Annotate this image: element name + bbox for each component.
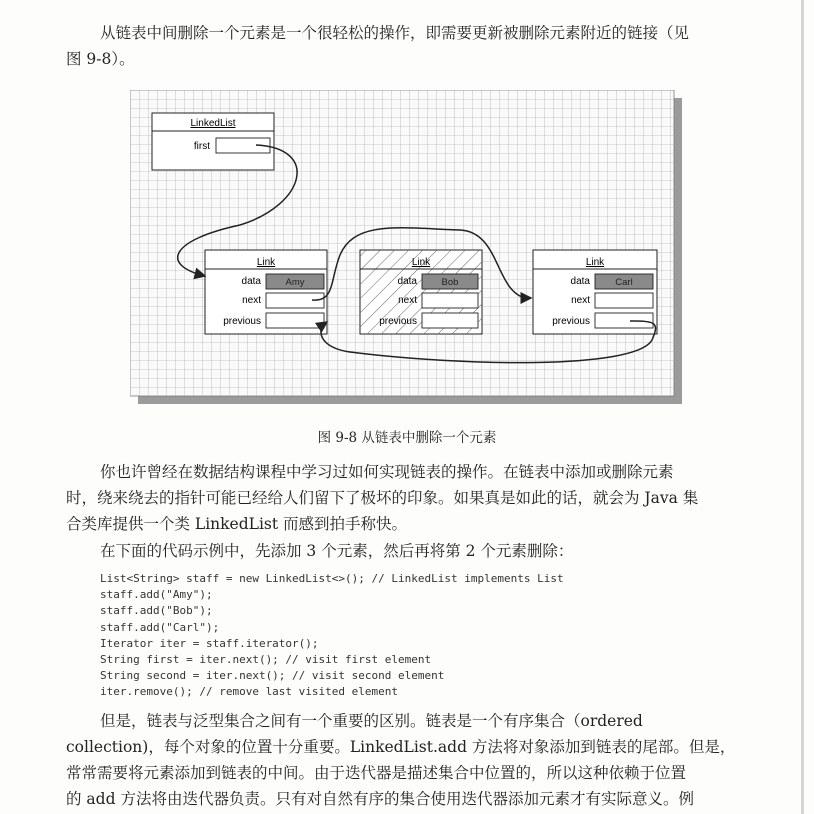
code-line: staff.add("Bob");: [100, 604, 213, 618]
node-title: Link: [256, 257, 276, 268]
next-field-label: next: [398, 295, 417, 306]
text-line: 合类库提供一个类 LinkedList 而感到拍手称快。: [66, 515, 408, 533]
body-paragraph-2: [66, 538, 748, 564]
previous-field-label: previous: [379, 316, 417, 327]
intro-paragraph: [66, 20, 748, 72]
text-line: 你也许曾经在数据结构课程中学习过如何实现链表的操作。在链表中添加或删除元素: [100, 463, 674, 481]
next-field-label: next: [242, 295, 261, 306]
text-line: 从链表中间删除一个元素是一个很轻松的操作，即需要更新被删除元素附近的链接（见: [100, 24, 690, 42]
data-field-label: data: [241, 276, 261, 287]
code-line: staff.add("Amy");: [100, 588, 213, 602]
code-line: staff.add("Carl");: [100, 620, 220, 634]
text-line: 常常需要将元素添加到链表的中间。由于迭代器是描述集合中位置的，所以这种依赖于位置: [66, 764, 687, 782]
code-line: String first = iter.next(); // visit first element: [100, 653, 432, 667]
link-node-amy: [205, 250, 327, 334]
data-value: Carl: [615, 277, 633, 288]
page-edge: [801, 0, 804, 814]
text-line: 但是，链表与泛型集合之间有一个重要的区别。链表是一个有序集合（ordered: [100, 712, 643, 730]
code-line: String second = iter.next(); // visit second element: [100, 669, 445, 683]
linkedlist-box: [152, 113, 274, 170]
linked-list-figure: [130, 90, 682, 404]
body-paragraph-3: [66, 708, 748, 812]
code-line: List<String> staff = new LinkedList<>(); // LinkedList implements List: [100, 572, 564, 585]
body-paragraph-1: [66, 459, 748, 537]
code-line: iter.remove(); // remove last visited element: [100, 685, 399, 699]
previous-field-label: previous: [223, 316, 261, 327]
previous-field-slot: [266, 313, 324, 328]
figure-caption: 图 9-8 从链表中删除一个元素: [317, 430, 497, 446]
next-field-label: next: [571, 295, 590, 306]
previous-field-slot: [595, 313, 653, 328]
previous-field-slot: [422, 313, 478, 328]
text-line: 在下面的代码示例中，先添加 3 个元素，然后再将第 2 个元素删除：: [100, 542, 574, 560]
first-field-label: first: [193, 141, 210, 152]
code-block: [100, 571, 564, 701]
code-line: Iterator iter = staff.iterator();: [100, 636, 319, 650]
previous-field-label: previous: [552, 316, 590, 327]
link-node-bob-removed: [360, 250, 482, 334]
node-title: Link: [411, 257, 431, 268]
text-line: 图 9-8）。: [66, 50, 135, 68]
next-field-slot: [422, 293, 478, 308]
next-field-slot: [595, 293, 653, 308]
text-line: 时，绕来绕去的指针可能已经给人们留下了极坏的印象。如果真是如此的话，就会为 Java 集: [66, 489, 699, 507]
node-title: Link: [585, 257, 605, 268]
data-value: Bob: [441, 277, 459, 288]
data-field-label: data: [570, 276, 590, 287]
data-field-label: data: [397, 276, 417, 287]
linkedlist-title: LinkedList: [190, 118, 236, 129]
data-value: Amy: [285, 277, 305, 288]
text-line: collection)，每个对象的位置十分重要。LinkedList.add 方法将对象添加到链表的尾部。但是，: [66, 738, 736, 756]
text-line: 的 add 方法将由迭代器负责。只有对自然有序的集合使用迭代器添加元素才有实际意义。例: [66, 790, 694, 808]
